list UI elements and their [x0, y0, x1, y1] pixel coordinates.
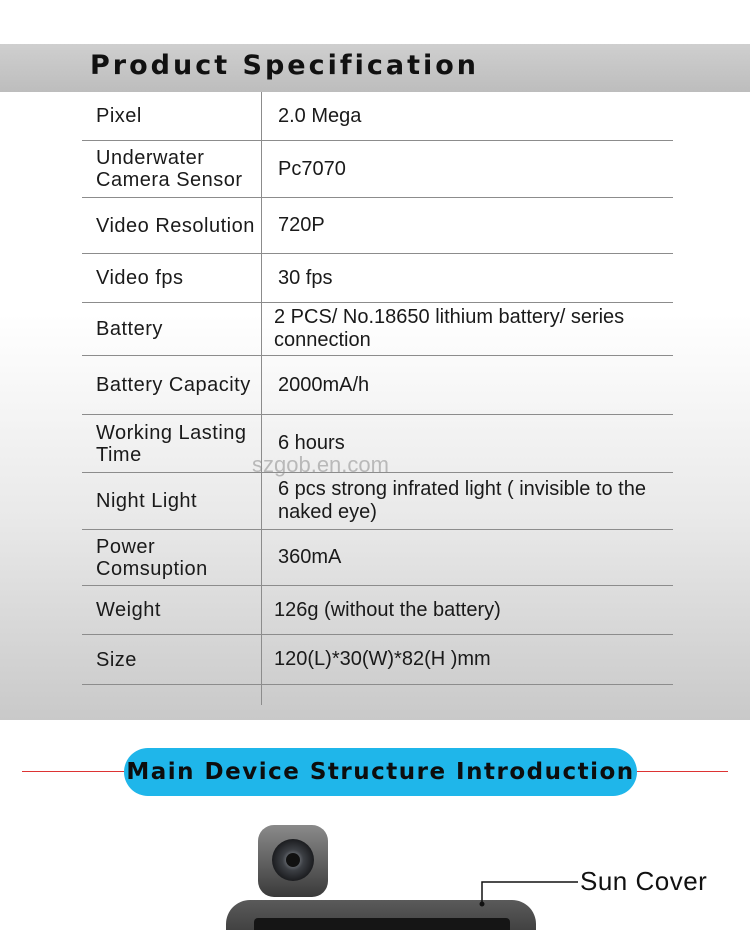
device-illustration: [0, 800, 750, 930]
table-row: [82, 254, 673, 303]
row-value: 30 fps: [278, 266, 333, 289]
row-label: Weight: [96, 599, 161, 621]
row-value: 720P: [278, 214, 325, 236]
row-value: 120(L)*30(W)*82(H )mm: [274, 648, 491, 670]
spec-panel: [0, 44, 750, 720]
monitor-screen: [254, 918, 510, 930]
row-label: Video Resolution: [96, 214, 255, 237]
sun-cover-label: Sun Cover: [580, 866, 708, 896]
spec-header-bar: [0, 44, 750, 92]
row-label: Underwater Camera Sensor: [96, 147, 243, 191]
callout-dot: [480, 902, 485, 907]
table-row: [82, 530, 673, 586]
row-label: Night Light: [96, 490, 198, 512]
table-row: [82, 141, 673, 198]
row-value: 126g (without the battery): [274, 598, 501, 621]
table-row: [82, 356, 673, 415]
row-label: Battery Capacity: [96, 374, 251, 396]
lens-center: [286, 853, 300, 867]
table-row: [82, 303, 673, 356]
row-value: 2000mA/h: [278, 373, 370, 396]
row-value: Pc7070: [278, 157, 346, 180]
table-row: [82, 92, 673, 141]
section-title-pill: Main Device Structure Introduction: [124, 748, 637, 796]
row-label: Size: [96, 648, 137, 671]
row-value: 6 pcs strong infrated light ( invisible to the naked eye): [278, 478, 646, 523]
section-divider-left: [22, 771, 132, 772]
table-row: [82, 586, 673, 635]
device-image: [0, 800, 750, 930]
watermark-text: szgob.en.com: [252, 452, 389, 477]
row-label: Battery: [96, 318, 163, 340]
row-value: 2 PCS/ No.18650 lithium battery/ series connection: [274, 306, 625, 351]
row-value: 360mA: [278, 546, 342, 568]
row-label: Power Comsuption: [96, 535, 208, 580]
table-row: [82, 635, 673, 685]
row-value: 6 hours: [278, 432, 345, 454]
section-divider-right: [630, 771, 728, 772]
table-row: [82, 198, 673, 254]
row-label: Video fps: [96, 267, 184, 289]
table-row: [82, 473, 673, 530]
spec-title: Product Specification: [90, 50, 480, 81]
row-label: Pixel: [96, 105, 142, 127]
row-value: 2.0 Mega: [278, 104, 362, 127]
row-label: Working Lasting Time: [96, 421, 247, 466]
